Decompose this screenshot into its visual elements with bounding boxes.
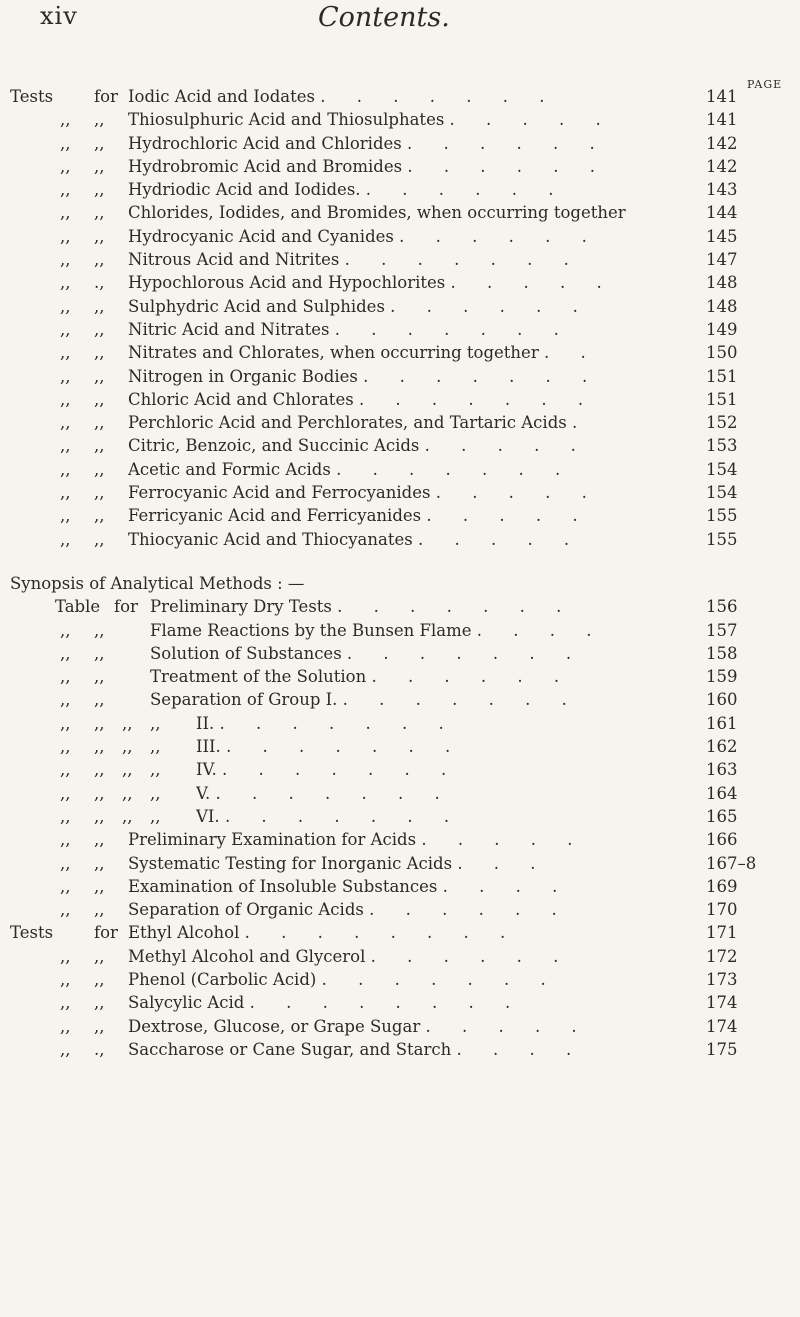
ditto-mark-b: ,, <box>94 993 105 1013</box>
toc-entry <box>0 413 800 436</box>
ditto-mark: ,, <box>150 713 161 733</box>
leader-dots: . . . . . . . <box>321 969 559 989</box>
entry-title: Sulphydric Acid and Sulphides <box>128 296 385 316</box>
ditto-mark: ,, <box>60 760 71 780</box>
entry-title: Hydriodic Acid and Iodides. <box>128 180 361 200</box>
toc-entry <box>0 760 800 783</box>
group-entries <box>0 714 800 830</box>
entry-title: Phenol (Carbolic Acid) <box>128 969 317 989</box>
toc-entry <box>0 970 800 993</box>
ditto-mark-a: ,, <box>60 853 71 873</box>
running-title: Contents. <box>318 2 450 33</box>
page-number: 170 <box>706 900 738 920</box>
ditto-mark-b: ,, <box>94 250 105 270</box>
ditto-mark: ,, <box>122 806 133 826</box>
ditto-mark-a: Tests <box>10 923 54 943</box>
ditto-mark: ,, <box>94 760 105 780</box>
ditto-mark-b: ,, <box>94 436 105 456</box>
ditto-mark-a: ,, <box>60 876 71 896</box>
page-number: 159 <box>706 667 738 687</box>
entry-text <box>196 737 730 756</box>
toc-entry <box>0 621 800 644</box>
ditto-mark-b: for <box>94 87 118 106</box>
ditto-mark-b: ,, <box>94 203 105 223</box>
entry-text <box>128 970 730 989</box>
ditto-mark-b: ,, <box>94 969 105 989</box>
ditto-mark-a: ,, <box>60 643 71 663</box>
entry-title: Thiocyanic Acid and Thiocyanates <box>128 529 413 549</box>
ditto-mark-a: ,, <box>60 250 71 270</box>
toc-entry <box>0 690 800 713</box>
toc-entry <box>0 714 800 737</box>
ditto-mark-a: ,, <box>60 1039 71 1059</box>
synopsis-entries <box>0 597 800 713</box>
ditto-mark-b: ,, <box>94 690 105 710</box>
entry-text <box>128 1040 730 1059</box>
entry-text <box>128 460 730 479</box>
toc-entry <box>0 784 800 807</box>
leader-dots: . . . . . <box>421 830 586 850</box>
page-number: 154 <box>706 483 738 503</box>
leader-dots: . . . . . . . . <box>249 993 524 1013</box>
leader-dots: . . . . . . . . <box>244 923 519 943</box>
leader-dots: . . . . . <box>449 110 614 130</box>
entry-title: Thiosulphuric Acid and Thiosulphates <box>128 110 445 130</box>
toc-entry <box>0 854 800 877</box>
entry-text <box>128 320 730 339</box>
entry-title: Ethyl Alcohol <box>128 923 240 943</box>
toc-entry <box>0 877 800 900</box>
leader-dots: . . . . . . <box>365 180 567 200</box>
toc-entry <box>0 273 800 296</box>
toc-entry <box>0 947 800 970</box>
page-number: 156 <box>706 597 738 617</box>
leader-dots: . . . . . . . <box>222 760 460 780</box>
leader-dots: . . . . <box>476 620 605 640</box>
page-number: 167–8 <box>706 853 757 873</box>
ditto-mark: ,, <box>94 783 105 803</box>
page-number: 144 <box>706 203 738 223</box>
entry-title: Perchloric Acid and Perchlorates, and Tartaric Acids <box>128 413 567 433</box>
toc-entry <box>0 993 800 1016</box>
ditto-mark: ,, <box>150 737 161 757</box>
ditto-mark-b: ,, <box>94 180 105 200</box>
ditto-mark-a: ,, <box>60 273 71 293</box>
page-number: 143 <box>706 180 738 200</box>
ditto-mark-b: ,, <box>94 853 105 873</box>
ditto-mark-a: ,, <box>60 180 71 200</box>
leader-dots: . . . <box>457 853 549 873</box>
entry-text <box>128 854 730 873</box>
entry-title: Nitrogen in Organic Bodies <box>128 366 358 386</box>
ditto-mark: ,, <box>60 783 71 803</box>
ditto-mark-a: ,, <box>60 830 71 850</box>
entry-text <box>128 134 730 153</box>
leader-dots: . . . . . <box>426 506 591 526</box>
entry-text <box>196 784 730 803</box>
toc-entry <box>0 530 800 553</box>
entry-text <box>128 436 730 455</box>
ditto-mark-a: Tests <box>10 87 54 106</box>
entry-title: II. <box>196 713 215 733</box>
toc-entry <box>0 1017 800 1040</box>
more-entries <box>0 830 800 1063</box>
page-number: 149 <box>706 319 738 339</box>
page-number: 162 <box>706 737 738 757</box>
ditto-mark-a: ,, <box>60 436 71 456</box>
toc-entry <box>0 737 800 760</box>
entry-title: IV. <box>196 760 217 780</box>
ditto-mark-a: ,, <box>60 343 71 363</box>
entry-text <box>128 273 730 292</box>
toc-entry <box>0 110 800 133</box>
toc-entry <box>0 203 800 226</box>
entry-title: Dextrose, Glucose, or Grape Sugar <box>128 1016 421 1036</box>
ditto-mark-a: ,, <box>60 366 71 386</box>
toc-entry <box>0 436 800 459</box>
ditto-mark-b: ., <box>94 273 105 293</box>
leader-dots: . . . . . . . <box>336 459 574 479</box>
page-number: 150 <box>706 343 738 363</box>
leader-dots: . . . . . <box>435 483 600 503</box>
ditto-mark: ,, <box>94 806 105 826</box>
toc-entry <box>0 1040 800 1063</box>
ditto-mark-b: ,, <box>94 156 105 176</box>
page-number: 155 <box>706 506 738 526</box>
page-number: 158 <box>706 643 738 663</box>
entry-title: Flame Reactions by the Bunsen Flame <box>150 620 472 640</box>
entry-text <box>128 923 730 942</box>
toc-entry <box>0 87 800 110</box>
ditto-mark: ,, <box>122 783 133 803</box>
page-number: 153 <box>706 436 738 456</box>
entry-text <box>128 250 730 269</box>
leader-dots: . . . . . . . <box>226 737 464 757</box>
ditto-mark-a: ,, <box>60 203 71 223</box>
page-number: 165 <box>706 806 738 826</box>
entry-title: Salycylic Acid <box>128 993 245 1013</box>
entry-text <box>128 87 730 106</box>
entry-title: V. <box>196 783 211 803</box>
entry-text <box>150 597 730 616</box>
toc-entry <box>0 390 800 413</box>
leader-dots: . . . . <box>442 876 571 896</box>
ditto-mark-b: ,, <box>94 133 105 153</box>
page-number: 155 <box>706 529 738 549</box>
page-number: 142 <box>706 156 738 176</box>
entry-text <box>128 947 730 966</box>
entry-text <box>128 343 730 362</box>
entry-title: Solution of Substances <box>150 643 342 663</box>
page-number: 154 <box>706 459 738 479</box>
entry-title: Preliminary Examination for Acids <box>128 830 417 850</box>
entry-text <box>128 227 730 246</box>
synopsis-heading-line <box>0 574 800 597</box>
ditto-mark: ,, <box>94 737 105 757</box>
table-of-contents <box>0 87 800 1063</box>
leader-dots: . . . . . . . <box>224 806 463 826</box>
entry-title: Chloric Acid and Chlorates <box>128 389 354 409</box>
page-number: 160 <box>706 690 738 710</box>
ditto-mark-a: ,, <box>60 946 71 966</box>
entry-title: Hydrocyanic Acid and Cyanides <box>128 226 394 246</box>
ditto-mark-a: ,, <box>60 969 71 989</box>
ditto-mark-a: ,, <box>60 506 71 526</box>
leader-dots: . . . . . . . <box>337 597 575 617</box>
ditto-mark-a: ,, <box>60 690 71 710</box>
entry-text <box>128 110 730 129</box>
leader-dots: . . <box>543 343 599 363</box>
leader-dots: . . . . . . . <box>346 643 585 663</box>
toc-entry <box>0 923 800 946</box>
toc-entry <box>0 807 800 830</box>
toc-entry <box>0 250 800 273</box>
entry-title: Hydrochloric Acid and Chlorides <box>128 133 402 153</box>
leader-dots: . . . . . . <box>390 296 591 316</box>
entry-text <box>128 203 730 222</box>
entry-title: Chlorides, Iodides, and Bromides, when occurring together <box>128 203 626 223</box>
toc-entry <box>0 483 800 506</box>
ditto-mark-b: ,, <box>94 413 105 433</box>
entry-text <box>128 413 730 432</box>
entry-text <box>196 714 730 733</box>
ditto-mark-b: ,, <box>94 900 105 920</box>
ditto-mark-b: ,, <box>94 876 105 896</box>
page-number: 152 <box>706 413 738 433</box>
ditto-mark-b: ,, <box>94 226 105 246</box>
entry-title: Separation of Group I. <box>150 690 338 710</box>
page-folio: xiv <box>40 2 78 30</box>
entry-text <box>128 297 730 316</box>
entry-text <box>196 760 730 779</box>
ditto-mark-b: ,, <box>94 343 105 363</box>
entry-title: Ferricyanic Acid and Ferricyanides <box>128 506 422 526</box>
entry-text <box>128 390 730 409</box>
toc-entry <box>0 644 800 667</box>
leader-dots: . . . . . <box>424 436 589 456</box>
toc-entry <box>0 667 800 690</box>
leader-dots: . . . . . . . <box>320 87 558 106</box>
ditto-mark: ,, <box>122 713 133 733</box>
entry-title: Hypochlorous Acid and Hypochlorites <box>128 273 446 293</box>
synopsis-heading: Synopsis of Analytical Methods : — <box>10 573 305 593</box>
ditto-mark: ,, <box>122 737 133 757</box>
entry-text <box>128 367 730 386</box>
page-number: 171 <box>706 923 738 943</box>
ditto-mark-b: ,, <box>94 529 105 549</box>
ditto-mark-a: ,, <box>60 319 71 339</box>
ditto-mark-a: ,, <box>60 413 71 433</box>
entry-text <box>128 180 730 199</box>
entry-title: Nitrates and Chlorates, when occurring together <box>128 343 539 363</box>
entry-title: Saccharose or Cane Sugar, and Starch <box>128 1039 452 1059</box>
entry-title: Preliminary Dry Tests <box>150 597 332 617</box>
ditto-mark: ,, <box>150 760 161 780</box>
entry-text <box>150 690 730 709</box>
leader-dots: . . . . . . . <box>215 783 453 803</box>
entry-title: Iodic Acid and Iodates <box>128 87 316 106</box>
ditto-mark-a: ,, <box>60 389 71 409</box>
ditto-mark-b: for <box>114 597 138 617</box>
leader-dots: . . . . . <box>450 273 615 293</box>
entry-text <box>128 900 730 919</box>
entry-title: Acetic and Formic Acids <box>128 459 331 479</box>
entry-text <box>128 993 730 1012</box>
toc-entry <box>0 460 800 483</box>
leader-dots: . . . . . . . <box>358 389 597 409</box>
ditto-mark-a: ,, <box>60 459 71 479</box>
ditto-mark-b: ,, <box>94 319 105 339</box>
page-number: 157 <box>706 620 738 640</box>
toc-entry <box>0 597 800 620</box>
page-number: 174 <box>706 993 738 1013</box>
toc-entry <box>0 506 800 529</box>
ditto-mark-b: ,, <box>94 643 105 663</box>
ditto-mark-a: ,, <box>60 156 71 176</box>
toc-entry <box>0 297 800 320</box>
entry-title: Treatment of the Solution <box>150 667 367 687</box>
entry-title: Systematic Testing for Inorganic Acids <box>128 853 453 873</box>
ditto-mark-a: ,, <box>60 226 71 246</box>
leader-dots: . . . . . . <box>369 900 570 920</box>
page-number: 141 <box>706 110 738 130</box>
ditto-mark-b: ,, <box>94 620 105 640</box>
contents-entries <box>0 87 800 553</box>
entry-text <box>128 157 730 176</box>
entry-title: VI. <box>196 806 220 826</box>
page-number: 161 <box>706 713 738 733</box>
toc-entry <box>0 343 800 366</box>
toc-entry <box>0 320 800 343</box>
page-column-label: PAGE <box>747 78 783 91</box>
page-number: 164 <box>706 783 738 803</box>
entry-text <box>128 483 730 502</box>
ditto-mark-a: ,, <box>60 667 71 687</box>
entry-title: III. <box>196 737 221 757</box>
page-number: 173 <box>706 969 738 989</box>
entry-title: Citric, Benzoic, and Succinic Acids <box>128 436 420 456</box>
leader-dots: . . . . . <box>417 529 583 549</box>
ditto-mark-a: ,, <box>60 110 71 130</box>
ditto-mark: ,, <box>150 783 161 803</box>
ditto-mark-a: Table <box>55 597 101 617</box>
toc-entry <box>0 134 800 157</box>
page-number: 148 <box>706 273 738 293</box>
entry-title: Methyl Alcohol and Glycerol <box>128 946 366 966</box>
leader-dots: . . . . . . <box>399 226 600 246</box>
page-number: 151 <box>706 389 738 409</box>
leader-dots: . . . . . . <box>371 667 573 687</box>
entry-text <box>196 807 730 826</box>
ditto-mark-b: ., <box>94 1039 105 1059</box>
page-number: 175 <box>706 1039 738 1059</box>
ditto-mark: ,, <box>94 713 105 733</box>
toc-entry <box>0 900 800 923</box>
entry-text <box>128 530 730 549</box>
page-number: 141 <box>706 87 738 106</box>
ditto-mark-a: ,, <box>60 296 71 316</box>
leader-dots: . . . . . <box>425 1016 590 1036</box>
ditto-mark: ,, <box>150 806 161 826</box>
leader-dots: . . . . . . <box>407 156 609 176</box>
entry-text <box>128 1017 730 1036</box>
page-number: 172 <box>706 946 738 966</box>
ditto-mark-b: for <box>94 923 118 943</box>
ditto-mark-a: ,, <box>60 993 71 1013</box>
leader-dots: . . . . <box>456 1039 585 1059</box>
ditto-mark: ,, <box>122 760 133 780</box>
entry-title: Nitric Acid and Nitrates <box>128 319 330 339</box>
ditto-mark-a: ,, <box>60 1016 71 1036</box>
entry-text <box>150 621 730 640</box>
page-number: 166 <box>706 830 738 850</box>
entry-title: Examination of Insoluble Substances <box>128 876 438 896</box>
entry-text <box>150 644 730 663</box>
leader-dots: . . . . . . <box>407 133 608 153</box>
page-number: 151 <box>706 366 738 386</box>
leader-dots: . <box>571 413 591 433</box>
toc-entry <box>0 367 800 390</box>
ditto-mark: ,, <box>60 737 71 757</box>
ditto-mark-b: ,, <box>94 506 105 526</box>
toc-entry <box>0 227 800 250</box>
page-number: 174 <box>706 1016 738 1036</box>
entry-text <box>128 830 730 849</box>
entry-title: Nitrous Acid and Nitrites <box>128 250 340 270</box>
ditto-mark-b: ,, <box>94 1016 105 1036</box>
page-number: 163 <box>706 760 738 780</box>
entry-title: Hydrobromic Acid and Bromides <box>128 156 403 176</box>
ditto-mark-a: ,, <box>60 529 71 549</box>
leader-dots: . . . . . . <box>370 946 572 966</box>
ditto-mark-b: ,, <box>94 483 105 503</box>
ditto-mark-b: ,, <box>94 296 105 316</box>
leader-dots: . . . . . . . <box>344 250 582 270</box>
ditto-mark-b: ,, <box>94 110 105 130</box>
entry-text <box>128 877 730 896</box>
entry-title: Separation of Organic Acids <box>128 900 364 920</box>
toc-entry <box>0 180 800 203</box>
leader-dots: . . . . . . . <box>342 690 580 710</box>
ditto-mark: ,, <box>60 806 71 826</box>
ditto-mark-b: ,, <box>94 946 105 966</box>
toc-entry <box>0 830 800 853</box>
page-number: 148 <box>706 296 738 316</box>
ditto-mark-b: ,, <box>94 459 105 479</box>
leader-dots: . . . . . . . <box>334 319 572 339</box>
ditto-mark-b: ,, <box>94 830 105 850</box>
leader-dots: . . . . . . . <box>219 713 457 733</box>
page-number: 147 <box>706 250 738 270</box>
ditto-mark-b: ,, <box>94 667 105 687</box>
ditto-mark-a: ,, <box>60 620 71 640</box>
ditto-mark-a: ,, <box>60 133 71 153</box>
ditto-mark-b: ,, <box>94 389 105 409</box>
page-number: 145 <box>706 226 738 246</box>
page-number: 169 <box>706 876 738 896</box>
ditto-mark-a: ,, <box>60 483 71 503</box>
entry-title: Ferrocyanic Acid and Ferrocyanides <box>128 483 431 503</box>
entry-text <box>128 506 730 525</box>
ditto-mark-b: ,, <box>94 366 105 386</box>
ditto-mark-a: ,, <box>60 900 71 920</box>
entry-text <box>150 667 730 686</box>
ditto-mark: ,, <box>60 713 71 733</box>
page-number: 142 <box>706 133 738 153</box>
toc-entry <box>0 157 800 180</box>
leader-dots: . . . . . . . <box>363 366 601 386</box>
